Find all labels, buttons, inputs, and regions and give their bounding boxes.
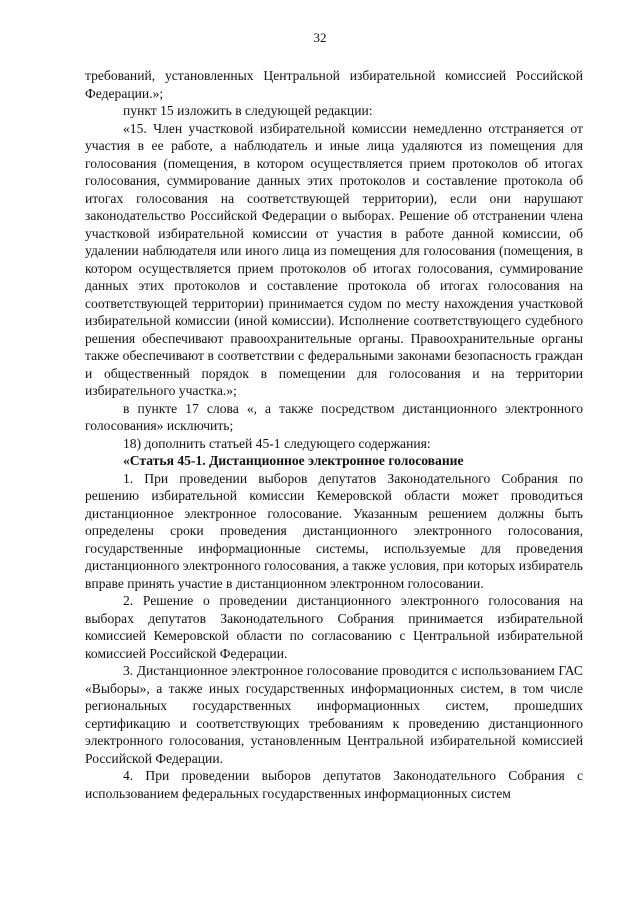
paragraph-item-15-intro: пункт 15 изложить в следующей редакции: xyxy=(123,103,373,118)
paragraph-article-point-4: 4. При проведении выборов депутатов Законодательного Собрания с использованием федеральных государственных информационных систем xyxy=(85,768,583,801)
article-heading: «Статья 45-1. Дистанционное электронное голосование xyxy=(123,453,464,468)
paragraph-article-point-2: 2. Решение о проведении дистанционного электронного голосования на выборах депутатов Законодательного Собрания принимается избирательной комиссией Кемеровской области по согласованию с Центральной избирательной комиссией Российской Федерации. xyxy=(85,593,583,661)
paragraph-item-15-text: «15. Член участковой избирательной комиссии немедленно отстраняется от участия в ее работе, а наблюдатель и иные лица удаляются из помещения для голосования (помещения, в котором осуществляется прием протоколов об итогах голосования, суммирование данных этих протоколов и составление протокола об итогах голосования на соответствующей территории), если они нарушают законодательство Российской Федерации о выборах. Решение об отстранении члена участковой избирательной комиссии от участия в работе данной комиссии, об удалении наблюдателя или иного лица из помещения для голосования (помещения, в котором осуществляется прием протоколов об итогах голосования, суммирование данных этих протоколов и составление протокола об итогах голосования на соответствующей территории) принимается судом по месту нахождения участковой избирательной комиссии (иной комиссии). Исполнение соответствующего судебного решения обеспечивают правоохранительные органы. Правоохранительные органы также обеспечивают в соответствии с федеральными законами безопасность граждан и общественный порядок в помещении для голосования и на территории избирательного участка.»; xyxy=(85,120,583,398)
paragraph-item-17: в пункте 17 слова «, а также посредством дистанционного электронного голосования» исключить; xyxy=(85,400,583,433)
paragraph-item-18: 18) дополнить статьей 45-1 следующего содержания: xyxy=(123,435,431,451)
paragraph-article-point-3: 3. Дистанционное электронное голосование проводится с использованием ГАС «Выборы», а также иных государственных информационных систем, в том числе региональных государственных информационных систем, прошедших сертификацию и соответствующих требованиям к проведению дистанционного электронного голосования, установленным Центральной избирательной комиссией Российской Федерации. xyxy=(85,663,583,766)
paragraph-article-point-1: 1. При проведении выборов депутатов Законодательного Собрания по решению избирательной комиссии Кемеровской области может проводиться дистанционное электронное голосование. Указанным решением должны быть определены сроки проведения дистанционного электронного голосования, государственные информационные системы, используемые для проведения дистанционного электронного голосования, а также условия, при которых избиратель вправе принять участие в дистанционном электронном голосовании. xyxy=(85,470,583,591)
page-number: 32 xyxy=(313,30,327,45)
document-body xyxy=(85,67,583,802)
paragraph-continuation: требований, установленных Центральной избирательной комиссией Российской Федерации.»; xyxy=(85,68,583,101)
